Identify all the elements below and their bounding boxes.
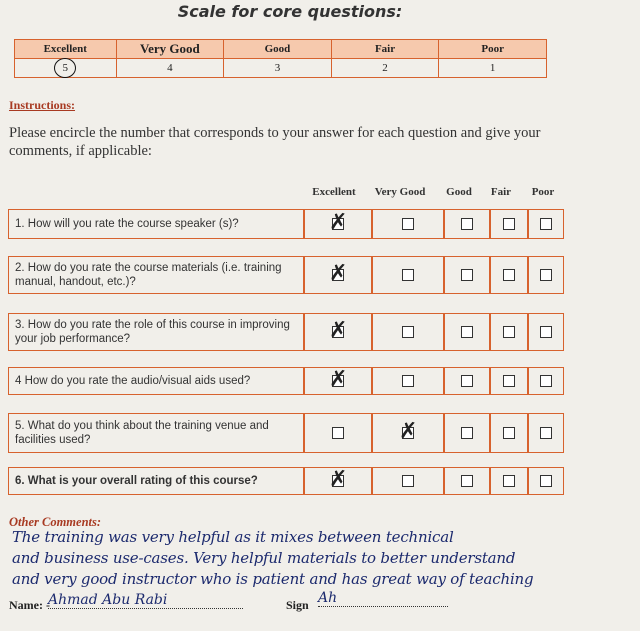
instructions-text: Please encircle the number that corresponds to your answer for each question and give your comments, if applicable: <box>9 125 541 159</box>
rating-checkbox-very-good[interactable] <box>402 375 414 387</box>
rating-cell <box>444 313 490 351</box>
scale-header-row <box>15 40 547 59</box>
question-row <box>8 256 564 294</box>
rating-checkbox-good[interactable] <box>461 218 473 230</box>
rating-cell <box>444 367 490 395</box>
rating-cell <box>304 413 372 453</box>
rating-cell <box>372 367 444 395</box>
rating-cell <box>490 467 528 495</box>
scale-table <box>14 39 547 78</box>
rating-cell <box>304 367 372 395</box>
comment-line: and very good instructor who is patient and has great way of teaching <box>12 570 534 588</box>
rating-cell <box>490 413 528 453</box>
rating-cell <box>528 209 564 239</box>
scale-number-3[interactable]: 3 <box>224 59 332 78</box>
scale-number-5-value: 5 <box>62 62 69 74</box>
scale-number-2[interactable]: 2 <box>331 59 439 78</box>
rating-checkbox-good[interactable] <box>461 475 473 487</box>
rating-checkbox-good[interactable] <box>461 326 473 338</box>
rating-checkbox-fair[interactable] <box>503 475 515 487</box>
rating-checkbox-good[interactable] <box>461 375 473 387</box>
question-text: 1. How will you rate the course speaker (s)? <box>8 209 304 239</box>
comment-line: The training was very helpful as it mixes between technical <box>12 528 454 546</box>
rating-checkbox-very-good[interactable] <box>402 427 414 439</box>
rating-cell <box>372 256 444 294</box>
question-row <box>8 313 564 351</box>
rating-checkbox-fair[interactable] <box>503 427 515 439</box>
column-header-excellent: Excellent <box>312 186 356 198</box>
rating-checkbox-excellent[interactable] <box>332 375 344 387</box>
scale-number-row <box>15 59 547 78</box>
rating-cell <box>372 313 444 351</box>
rating-cell <box>372 467 444 495</box>
rating-cell <box>304 313 372 351</box>
column-header-good: Good <box>446 186 472 198</box>
question-text: 6. What is your overall rating of this course? <box>8 467 304 495</box>
scale-number-4[interactable]: 4 <box>116 59 224 78</box>
rating-cell <box>444 256 490 294</box>
rating-checkbox-poor[interactable] <box>540 326 552 338</box>
name-field[interactable]: Ahmad Abu Rabi <box>48 592 243 609</box>
scale-label-fair: Fair <box>331 40 439 59</box>
rating-checkbox-excellent[interactable] <box>332 218 344 230</box>
rating-checkbox-fair[interactable] <box>503 218 515 230</box>
question-text: 2. How do you rate the course materials (i.e. training manual, handout, etc.)? <box>8 256 304 294</box>
scale-title: Scale for core questions: <box>177 2 403 21</box>
rating-cell <box>490 209 528 239</box>
rating-checkbox-poor[interactable] <box>540 269 552 281</box>
other-comments-heading: Other Comments: <box>9 515 102 529</box>
signature-field[interactable]: Ah <box>318 590 448 607</box>
rating-checkbox-fair[interactable] <box>503 269 515 281</box>
instructions-heading: Instructions: <box>9 98 76 112</box>
rating-cell <box>490 313 528 351</box>
rating-checkbox-excellent[interactable] <box>332 475 344 487</box>
scale-label-poor: Poor <box>439 40 547 59</box>
column-header-poor: Poor <box>531 186 555 198</box>
rating-cell <box>372 209 444 239</box>
rating-checkbox-very-good[interactable] <box>402 475 414 487</box>
rating-cell <box>304 467 372 495</box>
rating-checkbox-poor[interactable] <box>540 218 552 230</box>
rating-cell <box>372 413 444 453</box>
rating-cell <box>444 413 490 453</box>
rating-cell <box>444 467 490 495</box>
rating-cell <box>444 209 490 239</box>
sign-label: Sign <box>286 598 309 612</box>
question-text: 4 How do you rate the audio/visual aids used? <box>8 367 304 395</box>
name-label: Name: - <box>9 598 50 612</box>
question-row <box>8 367 564 395</box>
rating-checkbox-excellent[interactable] <box>332 326 344 338</box>
rating-checkbox-very-good[interactable] <box>402 269 414 281</box>
rating-checkbox-excellent[interactable] <box>332 269 344 281</box>
column-header-very-good: Very Good <box>374 186 426 198</box>
scale-label-very-good: Very Good <box>116 40 224 59</box>
rating-checkbox-excellent[interactable] <box>332 427 344 439</box>
question-row <box>8 209 564 239</box>
rating-checkbox-fair[interactable] <box>503 326 515 338</box>
question-row <box>8 467 564 495</box>
rating-checkbox-good[interactable] <box>461 269 473 281</box>
scale-label-good: Good <box>224 40 332 59</box>
selection-circle <box>54 58 76 78</box>
column-header-fair: Fair <box>490 186 512 198</box>
rating-checkbox-poor[interactable] <box>540 475 552 487</box>
rating-cell <box>490 256 528 294</box>
question-text: 5. What do you think about the training venue and facilities used? <box>8 413 304 453</box>
rating-checkbox-very-good[interactable] <box>402 218 414 230</box>
rating-cell <box>528 413 564 453</box>
rating-checkbox-good[interactable] <box>461 427 473 439</box>
rating-cell <box>528 313 564 351</box>
scale-label-excellent: Excellent <box>15 40 117 59</box>
rating-cell <box>528 367 564 395</box>
rating-cell <box>304 209 372 239</box>
rating-checkbox-poor[interactable] <box>540 427 552 439</box>
scale-number-5[interactable] <box>15 59 117 78</box>
rating-checkbox-poor[interactable] <box>540 375 552 387</box>
rating-checkbox-fair[interactable] <box>503 375 515 387</box>
question-row <box>8 413 564 453</box>
rating-cell <box>490 367 528 395</box>
rating-cell <box>304 256 372 294</box>
rating-checkbox-very-good[interactable] <box>402 326 414 338</box>
rating-cell <box>528 256 564 294</box>
question-text: 3. How do you rate the role of this course in improving your job performance? <box>8 313 304 351</box>
scale-number-1[interactable]: 1 <box>439 59 547 78</box>
comment-line: and business use-cases. Very helpful materials to better understand <box>12 549 516 567</box>
rating-cell <box>528 467 564 495</box>
